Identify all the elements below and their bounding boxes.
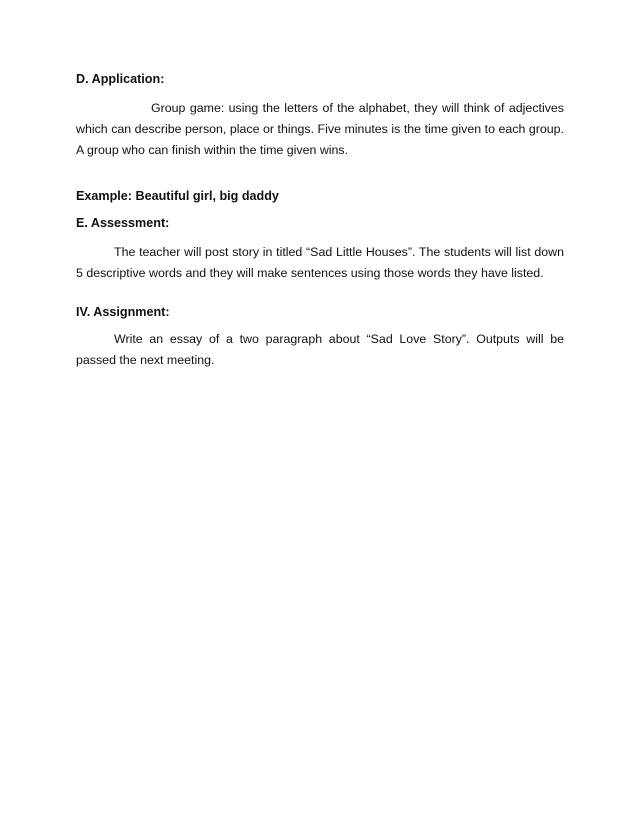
- assignment-heading: IV. Assignment:: [76, 305, 170, 319]
- example-line: Example: Beautiful girl, big daddy: [76, 189, 279, 203]
- application-heading: D. Application:: [76, 72, 165, 86]
- assessment-body: The teacher will post story in titled “Sad Little Houses”. The students will list down 5 descriptive words and they will make sentences using those words they have listed.: [76, 245, 564, 280]
- assessment-heading: E. Assessment:: [76, 216, 170, 230]
- application-body: Group game: using the letters of the alphabet, they will think of adjectives which can describe person, place or things. Five minutes is the time given to each group. A group who can finish within the time given wins.: [76, 101, 564, 157]
- assignment-body: Write an essay of a two paragraph about “Sad Love Story”. Outputs will be passed the next meeting.: [76, 332, 564, 367]
